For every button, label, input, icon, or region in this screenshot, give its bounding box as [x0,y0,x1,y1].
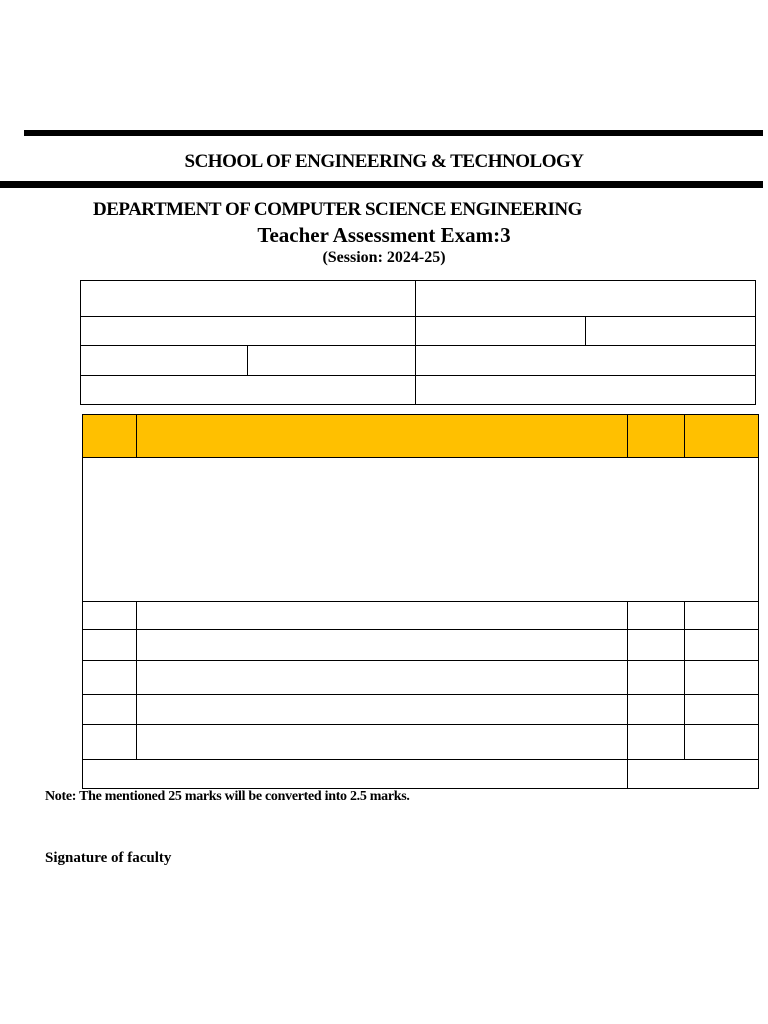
info-table-divider [585,316,586,346]
info-table-divider [247,345,248,376]
bottom-rule [0,181,763,188]
question-header-question [136,414,628,458]
question-header-co [684,414,759,458]
info-table-rule [80,375,756,376]
question-table-rule [82,629,759,630]
question-table-divider [684,601,685,760]
info-table-divider [415,280,416,405]
department-title: DEPARTMENT OF COMPUTER SCIENCE ENGINEERING [93,199,582,220]
faculty-signature-label: Signature of faculty [45,850,172,866]
question-table-divider [136,601,137,760]
question-table-rule [82,660,759,661]
info-table-rule [80,316,756,317]
question-table-rule [82,694,759,695]
question-header-marks [627,414,685,458]
info-table [80,280,756,405]
exam-title: Teacher Assessment Exam:3 [257,223,511,247]
question-table-divider [627,601,628,789]
question-table-rule [82,601,759,602]
session-label: (Session: 2024-25) [322,249,446,266]
question-table [82,457,759,789]
question-table-rule [82,724,759,725]
marks-note: Note: The mentioned 25 marks will be converted into 2.5 marks. [45,789,410,804]
question-table-rule [82,759,759,760]
question-header-sno [82,414,137,458]
top-rule [24,130,763,136]
info-table-rule [80,345,756,346]
school-title: SCHOOL OF ENGINEERING & TECHNOLOGY [184,151,584,172]
